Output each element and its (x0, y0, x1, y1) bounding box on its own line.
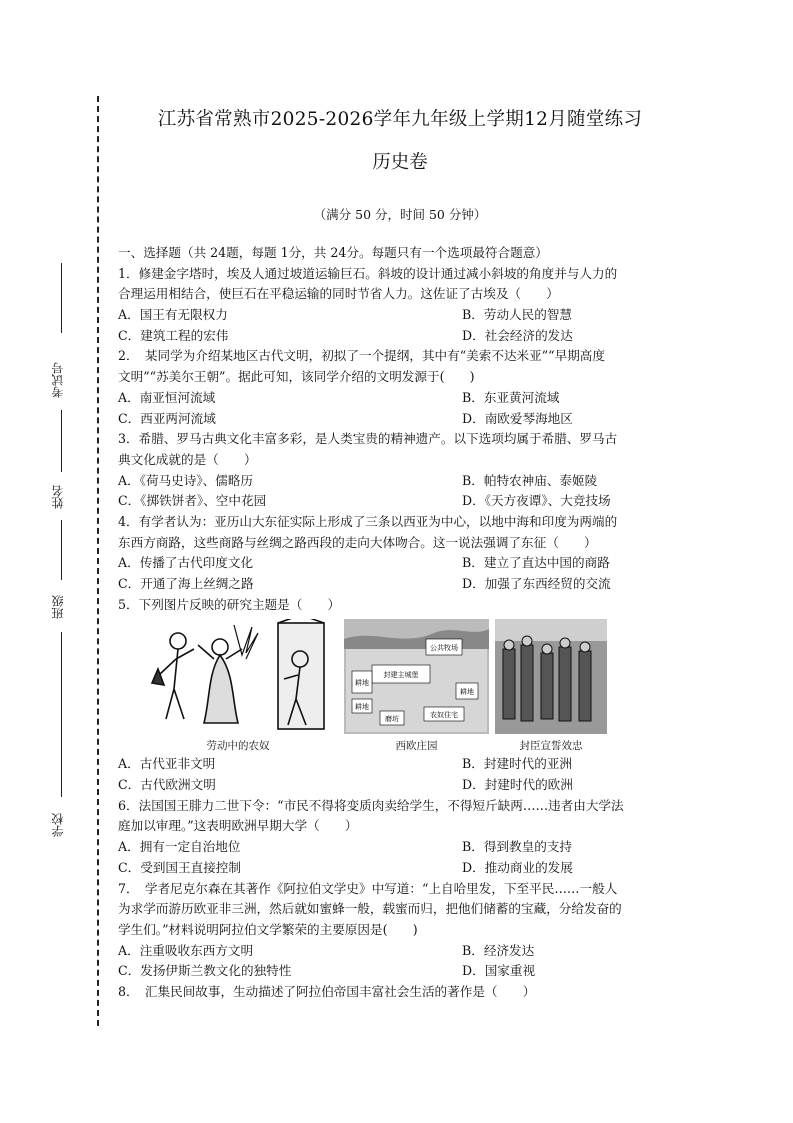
vassal-oath-illustration (495, 619, 607, 734)
q8-stem-line1: 8． 汇集民间故事，生动描述了阿拉伯帝国丰富社会生活的著作是（ ） (118, 983, 536, 999)
exam-subtitle: 历史卷 (372, 152, 428, 173)
q1-option-a[interactable]: A．国王有无限权力 (118, 307, 228, 323)
question-6 (118, 796, 678, 879)
q6-option-b[interactable]: B．得到教皇的支持 (462, 839, 573, 855)
question-8 (118, 982, 678, 1003)
q1-stem-line1: 1．修建金字塔时，埃及人通过坡道运输巨石。斜坡的设计通过减小斜坡的角度并与人力的 (118, 265, 618, 281)
western-manor-figure (344, 619, 489, 754)
exam-title: 江苏省常熟市2025-2026学年九年级上学期12月随堂练习 (157, 109, 643, 130)
section-heading: 一、选择题（共 24题，每题 1分，共 24分。每题只有一个选项最符合题意） (118, 245, 548, 260)
q7-stem-line3: 学生们。”材料说明阿拉伯文学繁荣的主要原因是( ) (118, 921, 418, 937)
question-2 (118, 346, 678, 429)
serfs-illustration (138, 619, 338, 734)
exam-no-underline[interactable] (61, 263, 62, 333)
q1-stem-line2: 合理运用相结合，使巨石在平稳运输的同时节省人力。这佐证了古埃及（ ） (118, 286, 559, 302)
q7-option-a[interactable]: A．注重吸收东西方文明 (118, 942, 254, 958)
q7-option-d[interactable]: D．国家重视 (462, 963, 536, 979)
binding-dashed-line (97, 96, 99, 1026)
vassal-oath-figure (495, 619, 607, 754)
q2-stem-line2: 文明”“苏美尔王朝”。据此可知，该同学介绍的文明发源于( ) (118, 369, 475, 385)
q2-option-c[interactable]: C．西亚两河流域 (118, 410, 216, 426)
question-5 (118, 595, 678, 796)
manor-label-serf-houses: 农奴住宅 (430, 711, 458, 720)
exam-no-label: 考试号 (51, 362, 65, 398)
manor-label-field-3: 耕地 (460, 688, 474, 697)
q5-option-d[interactable]: D．封建时代的欧洲 (462, 777, 573, 793)
q5-stem-line1: 5．下列图片反映的研究主题是（ ） (118, 596, 341, 612)
question-3 (118, 429, 678, 512)
q5-option-a[interactable]: A．古代亚非文明 (118, 756, 216, 772)
q4-option-d[interactable]: D．加强了东西经贸的交流 (462, 576, 611, 591)
q5-caption-1: 劳动中的农奴 (206, 740, 270, 753)
manor-label-castle: 封建主城堡 (383, 671, 419, 680)
q2-stem-line1: 2． 某同学为介绍某地区古代文明，初拟了一个提纲，其中有“美索不达米亚”“早期高度 (118, 348, 605, 364)
q6-option-a[interactable]: A．拥有一定自治地位 (118, 839, 241, 855)
question-1 (118, 264, 678, 347)
q5-option-c[interactable]: C．古代欧洲文明 (118, 777, 216, 793)
serfs-at-work-figure (138, 619, 338, 754)
q6-stem-line2: 庭加以审理。”这表明欧洲早期大学（ ） (118, 818, 358, 834)
q1-option-c[interactable]: C．建筑工程的宏伟 (118, 327, 229, 343)
manor-label-mill: 磨坊 (385, 715, 399, 724)
manor-label-pasture: 公共牧场 (430, 644, 458, 653)
q4-stem-line1: 4．有学者认为：亚历山大东征实际上形成了三条以西亚为中心，以地中海和印度为两端的 (118, 513, 618, 529)
q3-option-a[interactable]: A．《荷马史诗》、儒略历 (118, 472, 254, 488)
school-underline[interactable] (61, 632, 62, 797)
q6-stem-line1: 6．法国国王腓力二世下令：“市民不得将变质肉卖给学生，不得短斤缺两……违者由大学法 (118, 797, 624, 813)
q6-option-d[interactable]: D．推动商业的发展 (462, 859, 573, 875)
q1-option-b[interactable]: B．劳动人民的智慧 (462, 307, 573, 323)
manor-label-field-2: 耕地 (355, 703, 369, 712)
q4-option-a[interactable]: A．传播了古代印度文化 (118, 555, 254, 571)
q2-option-d[interactable]: D．南欧爱琴海地区 (462, 410, 573, 426)
q3-stem-line2: 典文化成就的是（ ） (118, 451, 257, 467)
q3-option-d[interactable]: D．《天方夜谭》、大竞技场 (462, 493, 611, 509)
class-underline[interactable] (61, 520, 62, 580)
q3-stem-line1: 3．希腊、罗马古典文化丰富多彩，是人类宝贵的精神遗产。以下选项均属于希腊、罗马古 (118, 431, 618, 447)
q6-option-c[interactable]: C．受到国王直接控制 (118, 859, 241, 875)
question-7 (118, 879, 678, 982)
class-label: 班级 (51, 595, 65, 619)
q7-option-c[interactable]: C．发扬伊斯兰教文化的独特性 (118, 963, 292, 979)
q5-option-b[interactable]: B．封建时代的亚洲 (462, 756, 573, 772)
q7-stem-line2: 为求学而游历欧亚非三洲，然后就如蜜蜂一般，载蜜而归，把他们储蓄的宝藏，分给发奋的 (118, 901, 622, 917)
exam-meta: （满分 50 分，时间 50 分钟） (313, 207, 487, 222)
manor-map-illustration (344, 619, 489, 734)
question-4 (118, 512, 678, 595)
q1-option-d[interactable]: D．社会经济的发达 (462, 327, 573, 343)
school-label: 学校 (51, 813, 65, 837)
q7-option-b[interactable]: B．经济发达 (462, 942, 535, 958)
q5-image-strip (138, 619, 678, 754)
q3-option-b[interactable]: B．帕特农神庙、泰姬陵 (462, 472, 598, 488)
q4-stem-line2: 东西方商路，这些商路与丝绸之路西段的走向大体吻合。这一说法强调了东征（ ） (118, 534, 597, 550)
q3-option-c[interactable]: C．《掷铁饼者》、空中花园 (118, 493, 267, 509)
q7-stem-line1: 7． 学者尼克尔森在其著作《阿拉伯文学史》中写道：“上自哈里发，下至平民……一般人 (118, 880, 618, 896)
q2-option-b[interactable]: B．东亚黄河流域 (462, 389, 560, 405)
manor-label-field-1: 耕地 (355, 679, 369, 688)
q2-option-a[interactable]: A．南亚恒河流域 (118, 389, 216, 405)
q4-option-c[interactable]: C．开通了海上丝绸之路 (118, 576, 254, 591)
q4-option-b[interactable]: B．建立了直达中国的商路 (462, 555, 610, 571)
q5-caption-3: 封臣宣誓效忠 (519, 740, 583, 753)
question-area (118, 243, 678, 1003)
name-underline[interactable] (61, 410, 62, 472)
q5-caption-2: 西欧庄园 (395, 740, 438, 753)
name-label: 姓名 (51, 485, 65, 509)
